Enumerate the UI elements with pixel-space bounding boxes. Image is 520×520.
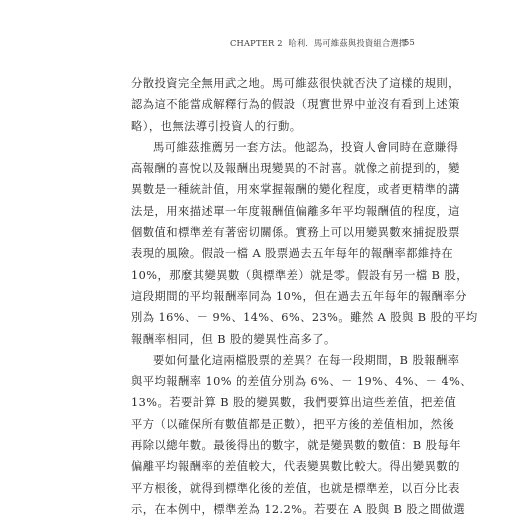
text-line: 平方（以確保所有數值都是正數），把平方後的差值相加，然後 [131,417,455,431]
text-line: 法是，用來描述單一年度報酬值偏離多年平均報酬值的程度，這 [131,204,460,218]
text-line: 10%，那麼其變異數（與標準差）就是零。假設有另一檔 B 股， [131,268,468,282]
chapter-label: CHAPTER 2 [230,38,283,48]
paragraph-first-line: 馬可維茲推薦另一套方法。他認為，投資人會同時在意賺得 [153,140,459,154]
paragraph-first-line: 要如何量化這兩檔股票的差異？在每一段期間，B 股報酬率 [153,353,460,367]
text-line: 偏離平均報酬率的差值較大，代表變異數比較大。得出變異數的 [131,460,460,474]
text-line: 異數是一種統計值，用來掌握報酬的變化程度，或者更精準的講 [131,183,460,197]
text-line: 報酬率相同，但 B 股的變異性高多了。 [131,332,336,346]
text-line: 再除以總年數。最後得出的數字，就是變異數的數值：B 股每年 [131,439,461,453]
text-line: 示，在本例中，標準差為 12.2%。若要在 A 股與 B 股之間做選 [131,502,466,516]
text-line: 表現的風險。假設一檔 A 股票過去五年每年的報酬率都維持在 [131,247,454,261]
chapter-title [230,37,407,49]
page-number: 55 [404,37,415,47]
text-line: 高報酬的喜悅以及報酬出現變異的不討喜。就像之前提到的，變 [131,162,460,176]
text-line: 13%。若要計算 B 股的變異數，我們要算出這些差值，把差值 [131,396,457,410]
text-line: 與平均報酬率 10% 的差值分別為 6%、－ 19%、4%、－ 4%、 [131,375,473,389]
text-line: 認為這不能當成解釋行為的假設（現實世界中並沒有看到上述策 [131,98,460,112]
text-line: 略），也無法導引投資人的行動。 [131,119,302,133]
running-header [0,37,415,51]
text-line: 平方根後，就得到標準化後的差值，也就是標準差，以百分比表 [131,481,460,495]
text-line: 分散投資完全無用武之地。馬可維茲很快就否決了這樣的規則， [131,77,460,90]
chapter-name: 哈利．馬可維茲與投資組合選擇 [288,38,408,48]
body-text [131,73,478,520]
text-line: 個數值和標準差有著密切關係。實務上可以用變異數來捕捉股票 [131,226,460,240]
text-line: 這段期間的平均報酬率同為 10%，但在過去五年每年的報酬率分 [131,289,467,303]
text-line: 別為 16%、－ 9%、14%、6%、23%。雖然 A 股與 B 股的平均 [131,311,478,325]
